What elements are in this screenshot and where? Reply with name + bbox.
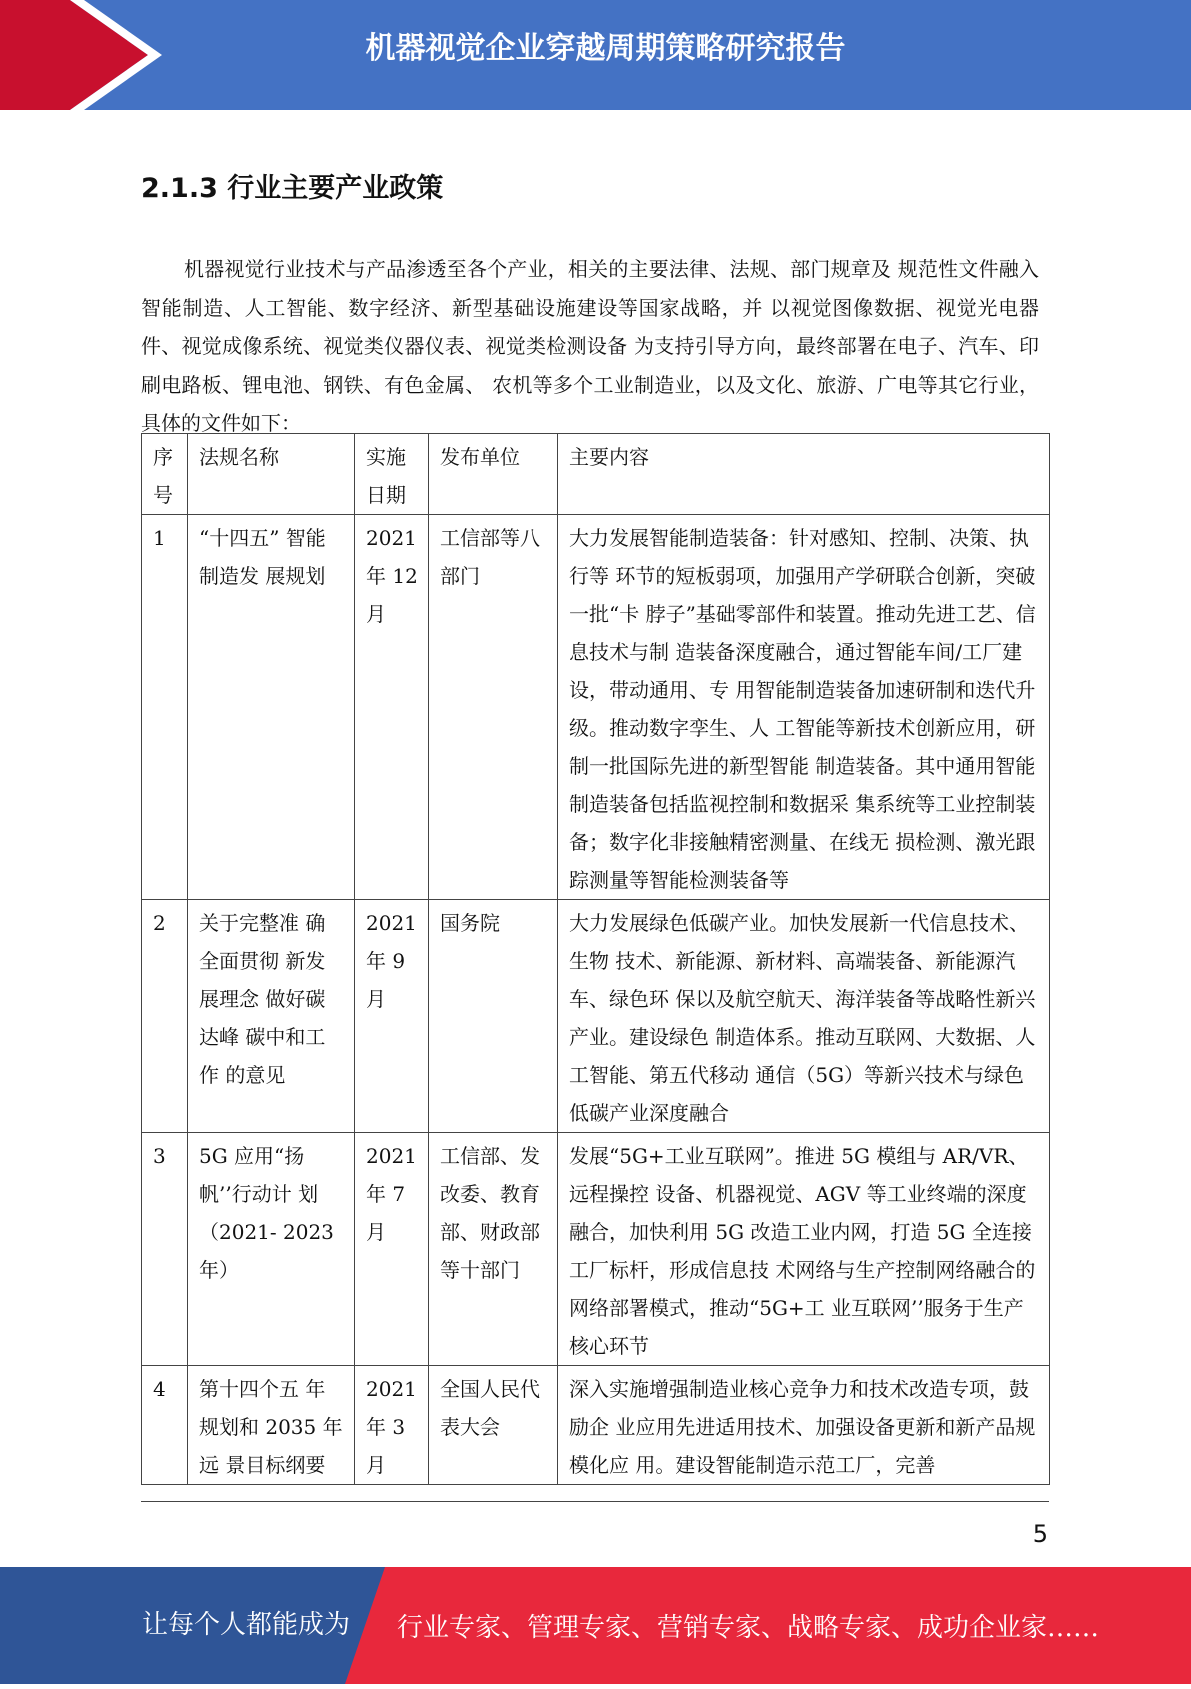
row-no: 3 (142, 1133, 188, 1366)
policy-table-container (141, 433, 1051, 1502)
header-cell-no: 序号 (142, 434, 188, 515)
footer-slogan-right: 行业专家、管理专家、营销专家、战略专家、成功企业家…… (397, 1613, 1100, 1643)
row-name: 关于完整准 确全面贯彻 新发展理念 做好碳达峰 碳中和工作 的意见 (188, 900, 355, 1133)
row-content: 大力发展绿色低碳产业。加快发展新一代信息技术、生物 技术、新能源、新材料、高端装备、新能源汽车、绿色环 保以及航空航天、海洋装备等战略性新兴产业。建设绿色 制造体系。推动互联网、大数据、人工智能、第五代移动 通信（5G）等新兴技术与绿色低碳产业深度融合 (558, 900, 1050, 1133)
row-date: 2021 年 3 月 (355, 1366, 429, 1485)
row-date: 2021 年 9 月 (355, 900, 429, 1133)
table-row (142, 515, 1050, 900)
header-cell-content: 主要内容 (558, 434, 1050, 515)
row-no: 4 (142, 1366, 188, 1485)
row-issuer: 国务院 (429, 900, 558, 1133)
policy-table (141, 433, 1050, 1485)
header-cell-issuer: 发布单位 (429, 434, 558, 515)
row-issuer: 全国人民代表大会 (429, 1366, 558, 1485)
table-row (142, 1366, 1050, 1485)
row-issuer: 工信部等八部门 (429, 515, 558, 900)
table-header-row (142, 434, 1050, 515)
row-issuer: 工信部、发改委、教育部、财政部等十部门 (429, 1133, 558, 1366)
table-row (142, 900, 1050, 1133)
row-date: 2021 年 12 月 (355, 515, 429, 900)
row-name: “十四五” 智能制造发 展规划 (188, 515, 355, 900)
section-heading: 2.1.3 行业主要产业政策 (141, 173, 444, 204)
row-no: 2 (142, 900, 188, 1133)
header-cell-name: 法规名称 (188, 434, 355, 515)
page-header (0, 0, 1191, 110)
header-cell-date: 实施日期 (355, 434, 429, 515)
footer-slogan-left: 让每个人都能成为 (142, 1610, 351, 1640)
page-footer (0, 1567, 1191, 1684)
row-content: 大力发展智能制造装备：针对感知、控制、决策、执行等 环节的短板弱项，加强用产学研联合创新，突破一批“卡 脖子”基础零部件和装置。推动先进工艺、信息技术与制 造装备深度融合，通过智能车间/工厂建设，带动通用、专 用智能制造装备加速研制和迭代升级。推动数字孪生、人 工智能等新技术创新应用，研制一批国际先进的新型智能 制造装备。其中通用智能制造装备包括监视控制和数据采 集系统等工业控制装备；数字化非接触精密测量、在线无 损检测、激光跟踪测量等智能检测装备等 (558, 515, 1050, 900)
row-no: 1 (142, 515, 188, 900)
row-content: 深入实施增强制造业核心竞争力和技术改造专项，鼓励企 业应用先进适用技术、加强设备更新和新产品规模化应 用。建设智能制造示范工厂，完善 (558, 1366, 1050, 1485)
row-date: 2021 年 7 月 (355, 1133, 429, 1366)
intro-paragraph: 机器视觉行业技术与产品渗透至各个产业，相关的主要法律、法规、部门规章及 规范性文件融入智能制造、人工智能、数字经济、新型基础设施建设等国家战略，并 以视觉图像数据、视觉光电器件、视觉成像系统、视觉类仪器仪表、视觉类检测设备 为支持引导方向，最终部署在电子、汽车、印刷电路板、锂电池、钢铁、有色金属、 农机等多个工业制造业，以及文化、旅游、广电等其它行业，具体的文件如下： (141, 257, 1039, 435)
row-name: 5G 应用“扬 帆’’行动计 划 （2021- 2023 年） (188, 1133, 355, 1366)
page-number: 5 (1032, 1520, 1048, 1548)
row-name: 第十四个五 年规划和 2035 年远 景目标纲要 (188, 1366, 355, 1485)
report-title: 机器视觉企业穿越周期策略研究报告 (365, 31, 846, 66)
row-content: 发展“5G+工业互联网”。推进 5G 模组与 AR/VR、远程操控 设备、机器视觉、AGV 等工业终端的深度融合，加快利用 5G 改造工业内网，打造 5G 全连接工厂标杆，形成信息技 术网络与生产控制网络融合的网络部署模式，推动“5G+工 业互联网’’服务于生产核心环节 (558, 1133, 1050, 1366)
table-row (142, 1133, 1050, 1366)
table-bottom-border (141, 1501, 1049, 1502)
